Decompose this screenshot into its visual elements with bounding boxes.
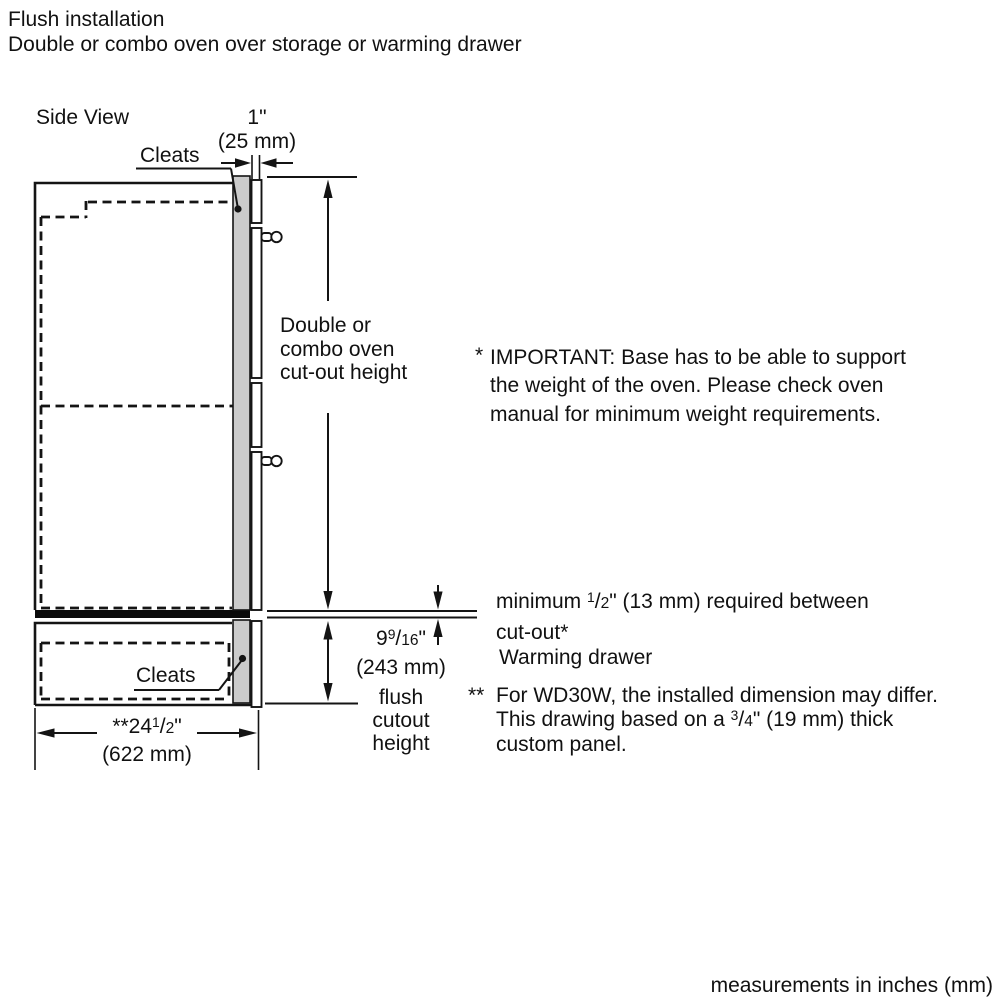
oven-cutout-line3: cut-out height (280, 361, 408, 385)
important-note-line3: manual for minimum weight requirements. (490, 402, 881, 426)
flush-cutout-dim-value: $9^9/16$" (376, 626, 426, 650)
flush-cutout-unit: " (418, 627, 426, 650)
dim-panel-gap-inches: 1" (247, 106, 267, 129)
wd30w-frac-den: 4 (744, 712, 753, 730)
important-note-marker: * (475, 344, 484, 367)
warming-drawer-label: Warming drawer (499, 646, 653, 669)
warming-drawer-panel (252, 621, 262, 707)
dim-panel-gap-mm: (25 mm) (217, 130, 297, 153)
cabinet-depth-frac-den: 2 (165, 720, 175, 737)
min-gap-line1: minimum $^1$/2" (13 mm) required between (496, 589, 869, 613)
important-note-line2: the weight of the oven. Please check oven (490, 374, 884, 398)
wd30w-note-marker: ** (468, 684, 485, 707)
wd30w-line1: For WD30W, the installed dimension may differ. (496, 684, 938, 707)
oven-cutout-line1: Double or (280, 314, 372, 337)
min-gap-line2: cut-out* (496, 621, 569, 644)
wd30w-note (496, 684, 938, 757)
side-view-label: Side View (36, 106, 130, 129)
flush-cutout-dim-mm: (243 mm) (356, 656, 446, 679)
cleat-top (233, 176, 250, 610)
page-title-line2: Double or combo oven over storage or warming drawer (8, 33, 522, 56)
oven-front-panel (252, 180, 262, 610)
base-support-bar (35, 610, 250, 618)
cabinet-depth-frac-num: 1 (152, 714, 160, 731)
oven-cutout-line2: combo oven (280, 337, 395, 361)
wd30w-line2-after: " (19 mm) thick (752, 707, 894, 731)
cabinet-depth-dim-value: $**24^1/2$" (112, 714, 182, 738)
cabinet-depth-unit: " (174, 715, 182, 738)
flush-cutout-caption-line1: flush (378, 686, 424, 709)
flush-cutout-caption-line3: height (372, 732, 430, 756)
flush-cutout-frac-den: 16 (401, 632, 419, 649)
wd30w-line2: This drawing based on a $^3$/4" (19 mm) thick (496, 706, 894, 731)
cleats-top-label: Cleats (140, 144, 200, 167)
cabinet-depth-dim-mm: (622 mm) (102, 743, 192, 766)
leader-cleats-top (136, 169, 242, 213)
cabinet-depth-prefix: **24 (112, 715, 153, 738)
cleats-bottom-label: Cleats (136, 664, 196, 687)
upper-cabinet-dashed-cutout (41, 201, 233, 608)
dim-oven-cutout-height (323, 180, 332, 610)
min-gap-note (496, 587, 869, 647)
page-title (8, 7, 522, 57)
units-note: measurements in inches (mm) (710, 974, 993, 997)
cutout-separation-lines (267, 611, 477, 618)
important-note-line1: IMPORTANT: Base has to be able to support (490, 346, 906, 369)
wd30w-line2-before: This drawing based on a (496, 707, 731, 731)
flush-cutout-caption (329, 686, 473, 756)
min-gap-text-after: " (13 mm) required between (609, 590, 869, 613)
min-gap-frac-den: 2 (600, 595, 610, 612)
wd30w-frac-num: 3 (730, 706, 739, 723)
oven-door-handle-icon (262, 232, 282, 242)
flush-cutout-caption-line2: cutout (372, 709, 430, 733)
flush-cutout-whole: 9 (376, 627, 388, 650)
important-note (490, 344, 906, 429)
min-gap-frac-num: 1 (587, 589, 595, 606)
flush-cutout-frac-num: 9 (387, 626, 396, 643)
dim-panel-gap-label (197, 106, 317, 154)
upper-cabinet-outline (35, 183, 233, 610)
page-title-line1: Flush installation (8, 8, 165, 31)
oven-door-handle-icon (262, 456, 282, 466)
min-gap-text-before: minimum (496, 590, 588, 613)
oven-cutout-height-label (280, 314, 407, 385)
wd30w-line3: custom panel. (496, 733, 627, 756)
